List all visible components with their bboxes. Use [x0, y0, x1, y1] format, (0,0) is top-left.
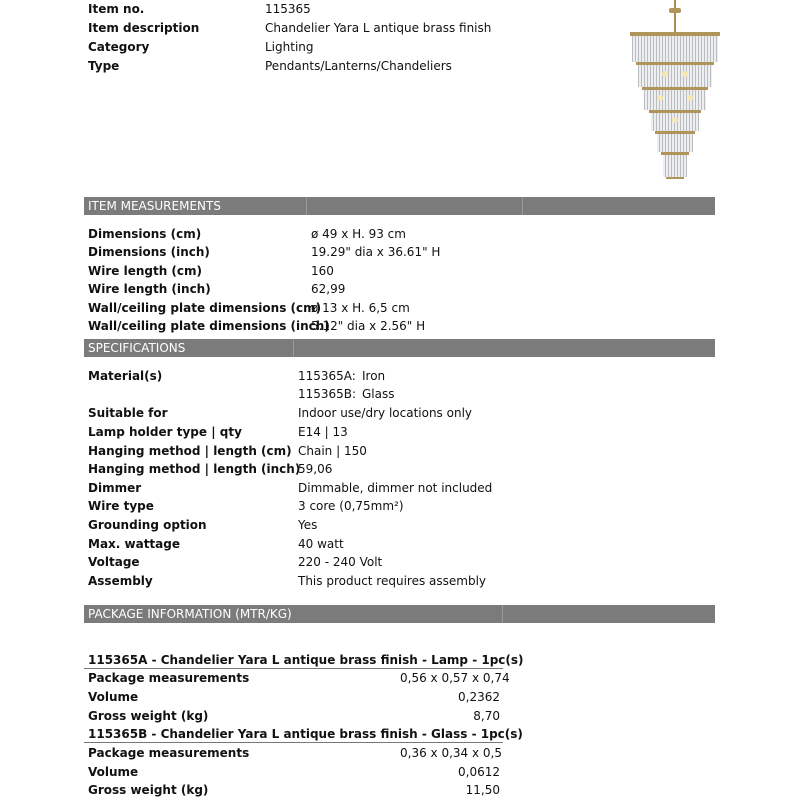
table-row-label: Gross weight (kg): [88, 709, 209, 723]
table-row-value: 8,70: [473, 709, 500, 723]
table-row-value: 40 watt: [298, 537, 344, 551]
table-row-value: Indoor use/dry locations only: [298, 406, 473, 420]
table-row-value: 0,56 x 0,57 x 0,74: [400, 671, 510, 685]
table-row-value: 5.12" dia x 2.56" H: [311, 319, 426, 333]
table-row-label: Package measurements: [88, 671, 250, 685]
table-row-label: Assembly: [88, 574, 153, 588]
divider: [84, 668, 503, 669]
table-row-label: Dimmer: [88, 481, 142, 495]
table-row-label: Package measurements: [88, 746, 250, 760]
item-description-label: Item description: [88, 21, 200, 35]
table-row-value: Chain | 150: [298, 444, 367, 458]
table-row-value: 0,2362: [458, 690, 500, 704]
table-row-value: 11,50: [465, 783, 500, 797]
package-band: [84, 605, 715, 623]
table-row-label: Grounding option: [88, 518, 207, 532]
measurements-band: [84, 197, 715, 215]
divider: [84, 742, 503, 743]
specifications-band: [84, 339, 715, 357]
table-row-value: E14 | 13: [298, 425, 348, 439]
material-code: 115365B:: [298, 387, 357, 401]
table-row-label: Wall/ceiling plate dimensions (cm): [88, 301, 322, 315]
table-row-label: Wall/ceiling plate dimensions (inch): [88, 319, 330, 333]
table-row-label: Suitable for: [88, 406, 168, 420]
material-name: Iron: [362, 369, 386, 383]
material-name: Glass: [362, 387, 395, 401]
type-label: Type: [88, 59, 120, 73]
table-row-label: Dimensions (cm): [88, 227, 202, 241]
table-row-label: Wire length (inch): [88, 282, 211, 296]
type-value: Pendants/Lanterns/Chandeliers: [265, 59, 452, 73]
table-row-value: ø 13 x H. 6,5 cm: [311, 301, 410, 315]
table-row-value: 0,36 x 0,34 x 0,5: [400, 746, 502, 760]
table-row-label: Max. wattage: [88, 537, 180, 551]
table-row-value: 19.29" dia x 36.61" H: [311, 245, 441, 259]
table-row-value: Yes: [298, 518, 318, 532]
table-row-label: Volume: [88, 690, 139, 704]
category-value: Lighting: [265, 40, 314, 54]
item-description-value: Chandelier Yara L antique brass finish: [265, 21, 492, 35]
table-row-value: Dimmable, dimmer not included: [298, 481, 493, 495]
table-row-label: Wire length (cm): [88, 264, 203, 278]
table-row-value: 62,99: [311, 282, 346, 296]
table-row-value: 3 core (0,75mm²): [298, 499, 404, 513]
table-row-label: Gross weight (kg): [88, 783, 209, 797]
package-group-heading: 115365B - Chandelier Yara L antique brass finish - Glass - 1pc(s): [88, 727, 523, 741]
table-row-label: Voltage: [88, 555, 140, 569]
specifications-title: SPECIFICATIONS: [88, 341, 186, 355]
item-no-label: Item no.: [88, 2, 145, 16]
table-row-label: Hanging method | length (inch): [88, 462, 301, 476]
measurements-title: ITEM MEASUREMENTS: [88, 199, 221, 213]
chandelier-icon: [605, 0, 745, 185]
material-code: 115365A:: [298, 369, 356, 383]
table-row-label: Dimensions (inch): [88, 245, 210, 259]
table-row-value: 59,06: [298, 462, 333, 476]
table-row-value: This product requires assembly: [298, 574, 487, 588]
table-row-label: Wire type: [88, 499, 154, 513]
item-no-value: 115365: [265, 2, 311, 16]
table-row-value: ø 49 x H. 93 cm: [311, 227, 406, 241]
table-row-value: 160: [311, 264, 334, 278]
package-group-heading: 115365A - Chandelier Yara L antique brass finish - Lamp - 1pc(s): [88, 653, 524, 667]
table-row-label: Volume: [88, 765, 139, 779]
table-row-label: Lamp holder type | qty: [88, 425, 242, 439]
package-title: PACKAGE INFORMATION (MTR/KG): [88, 607, 292, 621]
table-row-value: 0,0612: [458, 765, 500, 779]
category-label: Category: [88, 40, 150, 54]
table-row-value: 220 - 240 Volt: [298, 555, 383, 569]
table-row-label: Hanging method | length (cm): [88, 444, 292, 458]
materials-label: Material(s): [88, 369, 163, 383]
